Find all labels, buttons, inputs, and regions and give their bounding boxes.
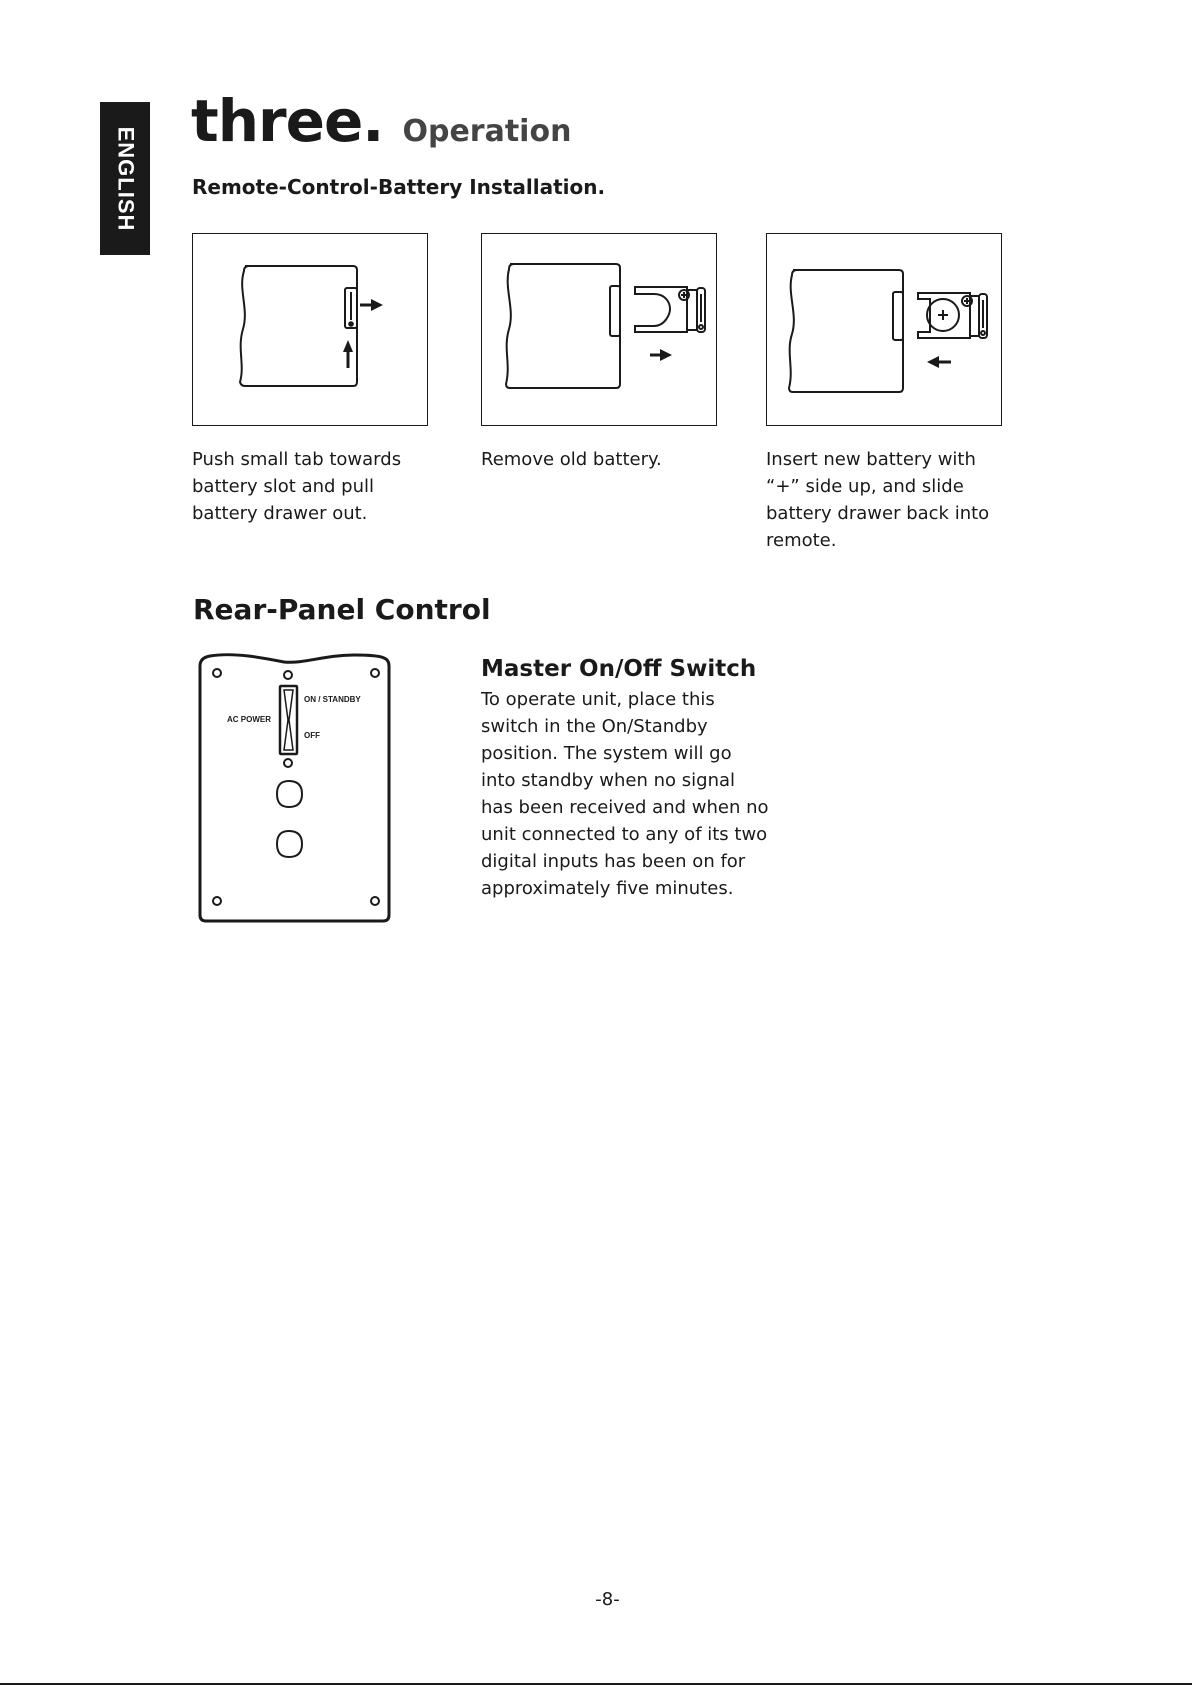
diagram-remove-battery bbox=[481, 233, 717, 426]
off-label: OFF bbox=[304, 731, 320, 740]
diagram-insert-battery bbox=[766, 233, 1002, 426]
chapter-number: three. bbox=[191, 87, 384, 155]
battery-section-title: Remote-Control-Battery Installation. bbox=[192, 175, 606, 199]
master-switch-description: To operate unit, place this switch in the On/Standby position. The system will go into standby when no signal has been received and when no unit connected to any of its two digital inputs has been on for approximately five minutes. bbox=[481, 689, 769, 899]
page-number: -8- bbox=[595, 1589, 620, 1610]
language-tab-label: ENGLISH bbox=[113, 126, 139, 231]
step-3-caption: Insert new battery with “+” side up, and slide battery drawer back into remote. bbox=[766, 449, 990, 551]
on-standby-label: ON / STANDBY bbox=[304, 695, 361, 704]
rear-panel-diagram bbox=[194, 650, 398, 926]
step-1-caption: Push small tab towards battery slot and pull battery drawer out. bbox=[192, 449, 402, 524]
remote-insert-battery-illustration bbox=[767, 234, 1003, 427]
chapter-title: Operation bbox=[402, 114, 572, 149]
ac-power-label: AC POWER bbox=[227, 715, 271, 724]
page-heading bbox=[191, 87, 572, 155]
diagram-pull-drawer bbox=[192, 233, 428, 426]
step-2-caption: Remove old battery. bbox=[481, 449, 662, 470]
master-switch-title: Master On/Off Switch bbox=[481, 656, 757, 682]
language-tab bbox=[100, 102, 150, 255]
rear-panel-title: Rear-Panel Control bbox=[193, 593, 491, 626]
remote-pull-drawer-illustration bbox=[193, 234, 429, 427]
remote-remove-battery-illustration bbox=[482, 234, 718, 427]
